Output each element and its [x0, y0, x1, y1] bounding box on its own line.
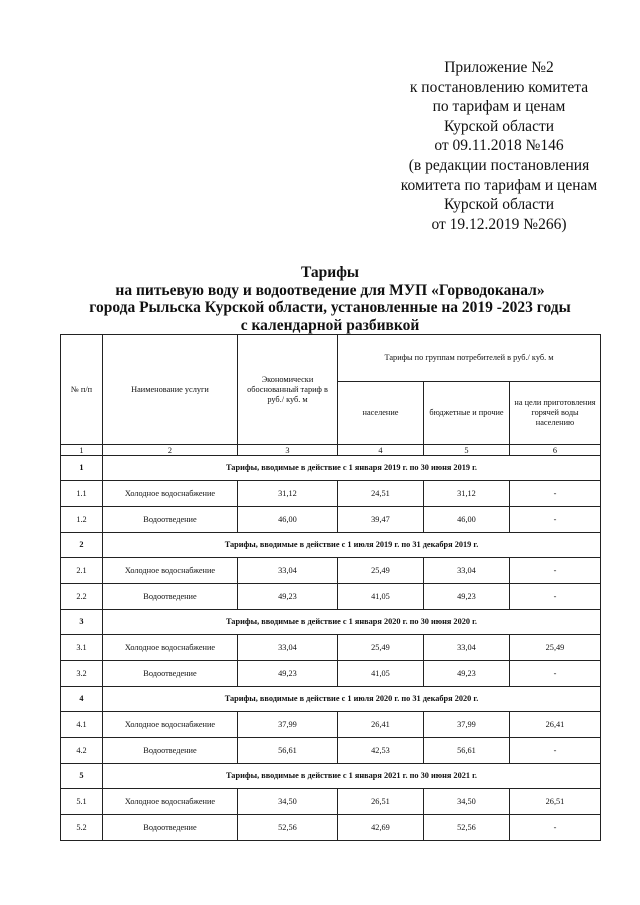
column-number: 3 — [238, 445, 338, 456]
table-row — [61, 789, 601, 815]
row-budget: 49,23 — [424, 584, 510, 610]
row-hot-water: - — [510, 584, 601, 610]
row-hot-water: - — [510, 507, 601, 533]
column-number: 2 — [103, 445, 238, 456]
row-number: 3.1 — [61, 635, 103, 661]
table-row — [61, 507, 601, 533]
row-service: Холодное водоснабжение — [103, 481, 238, 507]
appendix-line: от 19.12.2019 №266) — [431, 215, 567, 233]
table-row — [61, 738, 601, 764]
row-hot-water: - — [510, 558, 601, 584]
row-population: 25,49 — [338, 635, 424, 661]
row-service: Холодное водоснабжение — [103, 558, 238, 584]
header-population: население — [338, 382, 424, 445]
row-population: 24,51 — [338, 481, 424, 507]
row-population: 39,47 — [338, 507, 424, 533]
row-population: 26,41 — [338, 712, 424, 738]
row-hot-water: - — [510, 815, 601, 841]
header-budget: бюджетные и прочие — [424, 382, 510, 445]
row-population: 42,69 — [338, 815, 424, 841]
column-number: 4 — [338, 445, 424, 456]
row-economic: 37,99 — [238, 712, 338, 738]
row-number: 5.1 — [61, 789, 103, 815]
row-service: Водоотведение — [103, 815, 238, 841]
appendix-block — [380, 58, 618, 234]
appendix-line: (в редакции постановления — [408, 156, 590, 174]
group-number: 2 — [61, 533, 103, 558]
row-economic: 34,50 — [238, 789, 338, 815]
row-number: 1.2 — [61, 507, 103, 533]
row-service: Холодное водоснабжение — [103, 635, 238, 661]
group-title: Тарифы, вводимые в действие с 1 июля 2019 г. по 31 декабря 2019 г. — [103, 533, 601, 558]
row-population: 41,05 — [338, 584, 424, 610]
row-population: 25,49 — [338, 558, 424, 584]
title-line: города Рыльска Курской области, установленные на 2019 -2023 годы — [89, 299, 571, 316]
document-title — [40, 264, 620, 334]
row-population: 26,51 — [338, 789, 424, 815]
appendix-line: к постановлению комитета — [409, 78, 589, 96]
table-row — [61, 712, 601, 738]
tariff-table — [60, 334, 601, 841]
row-population: 41,05 — [338, 661, 424, 687]
group-title: Тарифы, вводимые в действие с 1 января 2019 г. по 30 июня 2019 г. — [103, 456, 601, 481]
group-row — [61, 456, 601, 481]
group-number: 4 — [61, 687, 103, 712]
row-economic: 49,23 — [238, 661, 338, 687]
group-title: Тарифы, вводимые в действие с 1 января 2021 г. по 30 июня 2021 г. — [103, 764, 601, 789]
row-hot-water: 26,41 — [510, 712, 601, 738]
header-service: Наименование услуги — [103, 335, 238, 445]
table-row — [61, 481, 601, 507]
appendix-line: Приложение №2 — [444, 59, 554, 76]
title-line: Тарифы — [300, 264, 360, 281]
table-row — [61, 558, 601, 584]
row-population: 42,53 — [338, 738, 424, 764]
row-economic: 52,56 — [238, 815, 338, 841]
row-economic: 33,04 — [238, 635, 338, 661]
row-service: Водоотведение — [103, 661, 238, 687]
table-row — [61, 635, 601, 661]
row-budget: 56,61 — [424, 738, 510, 764]
header-groups: Тарифы по группам потребителей в руб./ куб. м — [338, 335, 601, 382]
header-row — [61, 335, 601, 382]
appendix-line: Курской области — [443, 196, 555, 214]
group-row — [61, 610, 601, 635]
group-title: Тарифы, вводимые в действие с 1 июля 2020 г. по 31 декабря 2020 г. — [103, 687, 601, 712]
row-economic: 33,04 — [238, 558, 338, 584]
row-number: 4.1 — [61, 712, 103, 738]
row-economic: 49,23 — [238, 584, 338, 610]
row-hot-water: - — [510, 738, 601, 764]
group-title: Тарифы, вводимые в действие с 1 января 2020 г. по 30 июня 2020 г. — [103, 610, 601, 635]
row-budget: 37,99 — [424, 712, 510, 738]
header-num: № п/п — [61, 335, 103, 445]
appendix-line: по тарифам и ценам — [432, 98, 566, 116]
table-row — [61, 661, 601, 687]
row-economic: 56,61 — [238, 738, 338, 764]
group-number: 3 — [61, 610, 103, 635]
row-number: 2.2 — [61, 584, 103, 610]
group-row — [61, 687, 601, 712]
row-hot-water: - — [510, 661, 601, 687]
row-hot-water: 25,49 — [510, 635, 601, 661]
group-row — [61, 764, 601, 789]
group-row — [61, 533, 601, 558]
row-budget: 52,56 — [424, 815, 510, 841]
row-budget: 46,00 — [424, 507, 510, 533]
row-budget: 34,50 — [424, 789, 510, 815]
group-number: 1 — [61, 456, 103, 481]
row-number: 5.2 — [61, 815, 103, 841]
table-row — [61, 584, 601, 610]
row-budget: 49,23 — [424, 661, 510, 687]
group-number: 5 — [61, 764, 103, 789]
header-hot-water: на цели приготовления горячей воды населению — [510, 382, 601, 445]
table-row — [61, 815, 601, 841]
row-number: 1.1 — [61, 481, 103, 507]
row-budget: 33,04 — [424, 558, 510, 584]
title-line: с календарной разбивкой — [240, 316, 420, 334]
column-number: 1 — [61, 445, 103, 456]
row-service: Водоотведение — [103, 738, 238, 764]
column-number: 6 — [510, 445, 601, 456]
column-number-row — [61, 445, 601, 456]
row-budget: 31,12 — [424, 481, 510, 507]
title-line: на питьевую воду и водоотведение для МУП «Горводоканал» — [115, 281, 545, 299]
row-economic: 31,12 — [238, 481, 338, 507]
column-number: 5 — [424, 445, 510, 456]
row-hot-water: - — [510, 481, 601, 507]
appendix-line: от 09.11.2018 №146 — [434, 137, 564, 155]
row-service: Холодное водоснабжение — [103, 712, 238, 738]
row-number: 4.2 — [61, 738, 103, 764]
row-service: Холодное водоснабжение — [103, 789, 238, 815]
row-number: 3.2 — [61, 661, 103, 687]
row-service: Водоотведение — [103, 584, 238, 610]
appendix-line: Курской области — [443, 117, 555, 135]
row-number: 2.1 — [61, 558, 103, 584]
row-economic: 46,00 — [238, 507, 338, 533]
appendix-line: комитета по тарифам и ценам — [400, 176, 598, 194]
row-budget: 33,04 — [424, 635, 510, 661]
row-service: Водоотведение — [103, 507, 238, 533]
header-economic: Экономически обоснованный тариф в руб./ куб. м — [238, 335, 338, 445]
row-hot-water: 26,51 — [510, 789, 601, 815]
